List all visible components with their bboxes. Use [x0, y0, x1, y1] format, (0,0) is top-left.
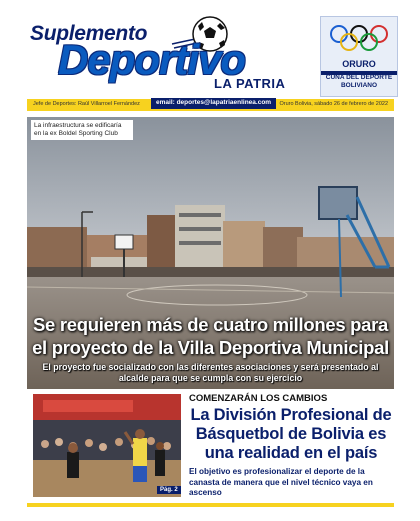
- basketball-photo: [33, 394, 181, 497]
- email-contact[interactable]: email: deportes@lapatriaenlinea.com: [151, 98, 276, 109]
- info-bar: [27, 99, 394, 111]
- masthead-suplemento: Suplemento: [30, 22, 148, 45]
- olympic-rings-icon: [327, 23, 391, 53]
- masthead: [0, 0, 420, 97]
- second-headline[interactable]: La División Profesional de Básquetbol de Bolivia es una realidad en el país: [190, 406, 392, 462]
- second-description: El objetivo es profesionalizar el deporte de la canasta de manera que el nivel técnico vaya en ascenso: [189, 467, 373, 497]
- photo-caption: La infraestructura se edificaría en la ex Boldel Sporting Club: [31, 120, 133, 140]
- footer-bar: [27, 503, 394, 507]
- oruro-tagline: CUNA DEL DEPORTE BOLIVIANO: [325, 74, 393, 89]
- page-reference[interactable]: Pág. 2: [157, 486, 181, 494]
- main-subhead: El proyecto fue socializado con las diferentes asociaciones y será presentado al alcalde para que se cumpla con su ejercicio: [42, 362, 379, 383]
- basketball-photo-illustration: [33, 394, 181, 497]
- oruro-name: ORURO: [342, 59, 376, 69]
- edition-date: Oruro Bolivia, sábado 26 de febrero de 2022: [279, 101, 388, 107]
- masthead-la-patria: LA PATRIA: [214, 76, 286, 91]
- second-story: [27, 389, 394, 501]
- masthead-deportivo: Deportivo: [58, 36, 246, 83]
- second-kicker: COMENZARÁN LOS CAMBIOS: [189, 393, 328, 404]
- sports-chief: Jefe de Deportes: Raúl Villarroel Fernández: [33, 101, 140, 107]
- main-headline[interactable]: Se requieren más de cuatro millones para el proyecto de la Villa Deportiva Municipal: [32, 314, 389, 358]
- oruro-badge: [320, 16, 398, 97]
